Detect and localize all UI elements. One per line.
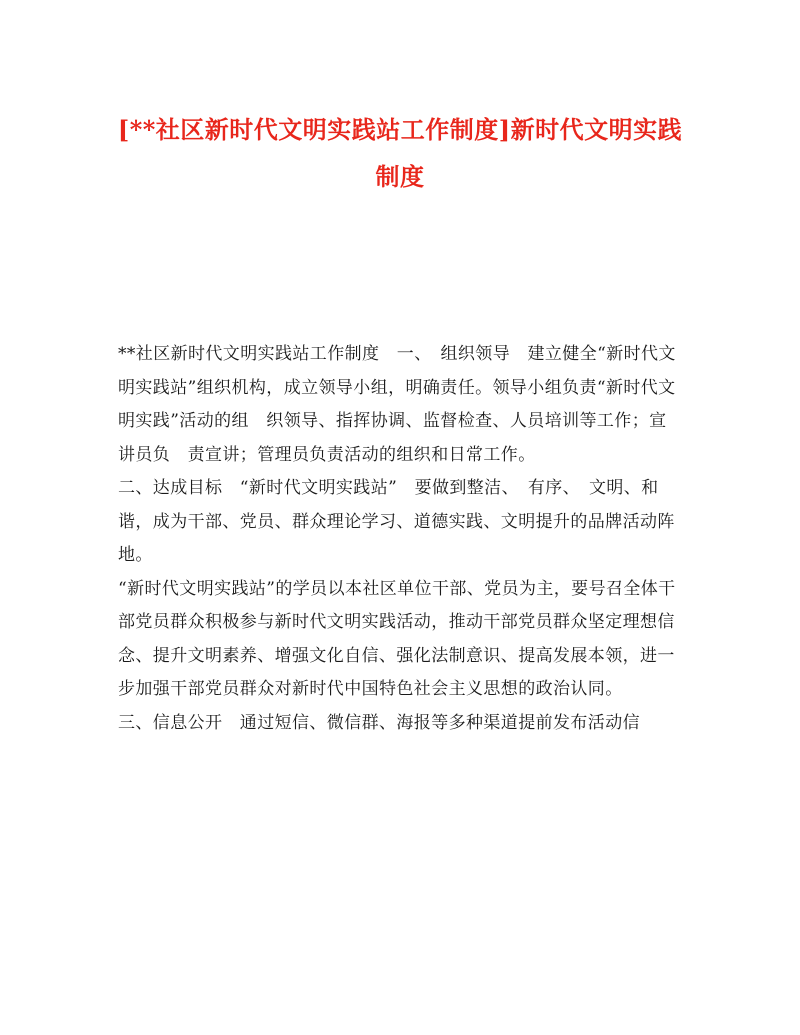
document-title: [**社区新时代文明实践站工作制度]新时代文明实践制度 bbox=[117, 115, 683, 191]
paragraph-participants: “新时代文明实践站”的学员以本社区单位干部、党员为主，要号召全体干部党员群众积极参与新时代文明实践活动，推动干部党员群众坚定理想信念、提升文明素养、增强文化自信、强化法制意识、提高发展本领，进一步加强干部党员群众对新时代中国特色社会主义思想的政治认同。 bbox=[118, 578, 676, 699]
document-body bbox=[118, 338, 682, 740]
paragraph-organization: **社区新时代文明实践站工作制度 一、 组织领导 建立健全“新时代文明实践站”组织机构，成立领导小组，明确责任。领导小组负责“新时代文明实践”活动的组 织领导、指挥协调、监督检查、人员培训等工作；宣讲员负 责宣讲；管理员负责活动的组织和日常工作。 bbox=[118, 344, 676, 465]
paragraph-information: 三、信息公开 通过短信、微信群、海报等多种渠道提前发布活动信 bbox=[118, 712, 640, 733]
paragraph-goals: 二、达成目标 “新时代文明实践站” 要做到整洁、 有序、 文明、和谐，成为干部、党员、群众理论学习、道德实践、文明提升的品牌活动阵地。 bbox=[118, 478, 675, 565]
